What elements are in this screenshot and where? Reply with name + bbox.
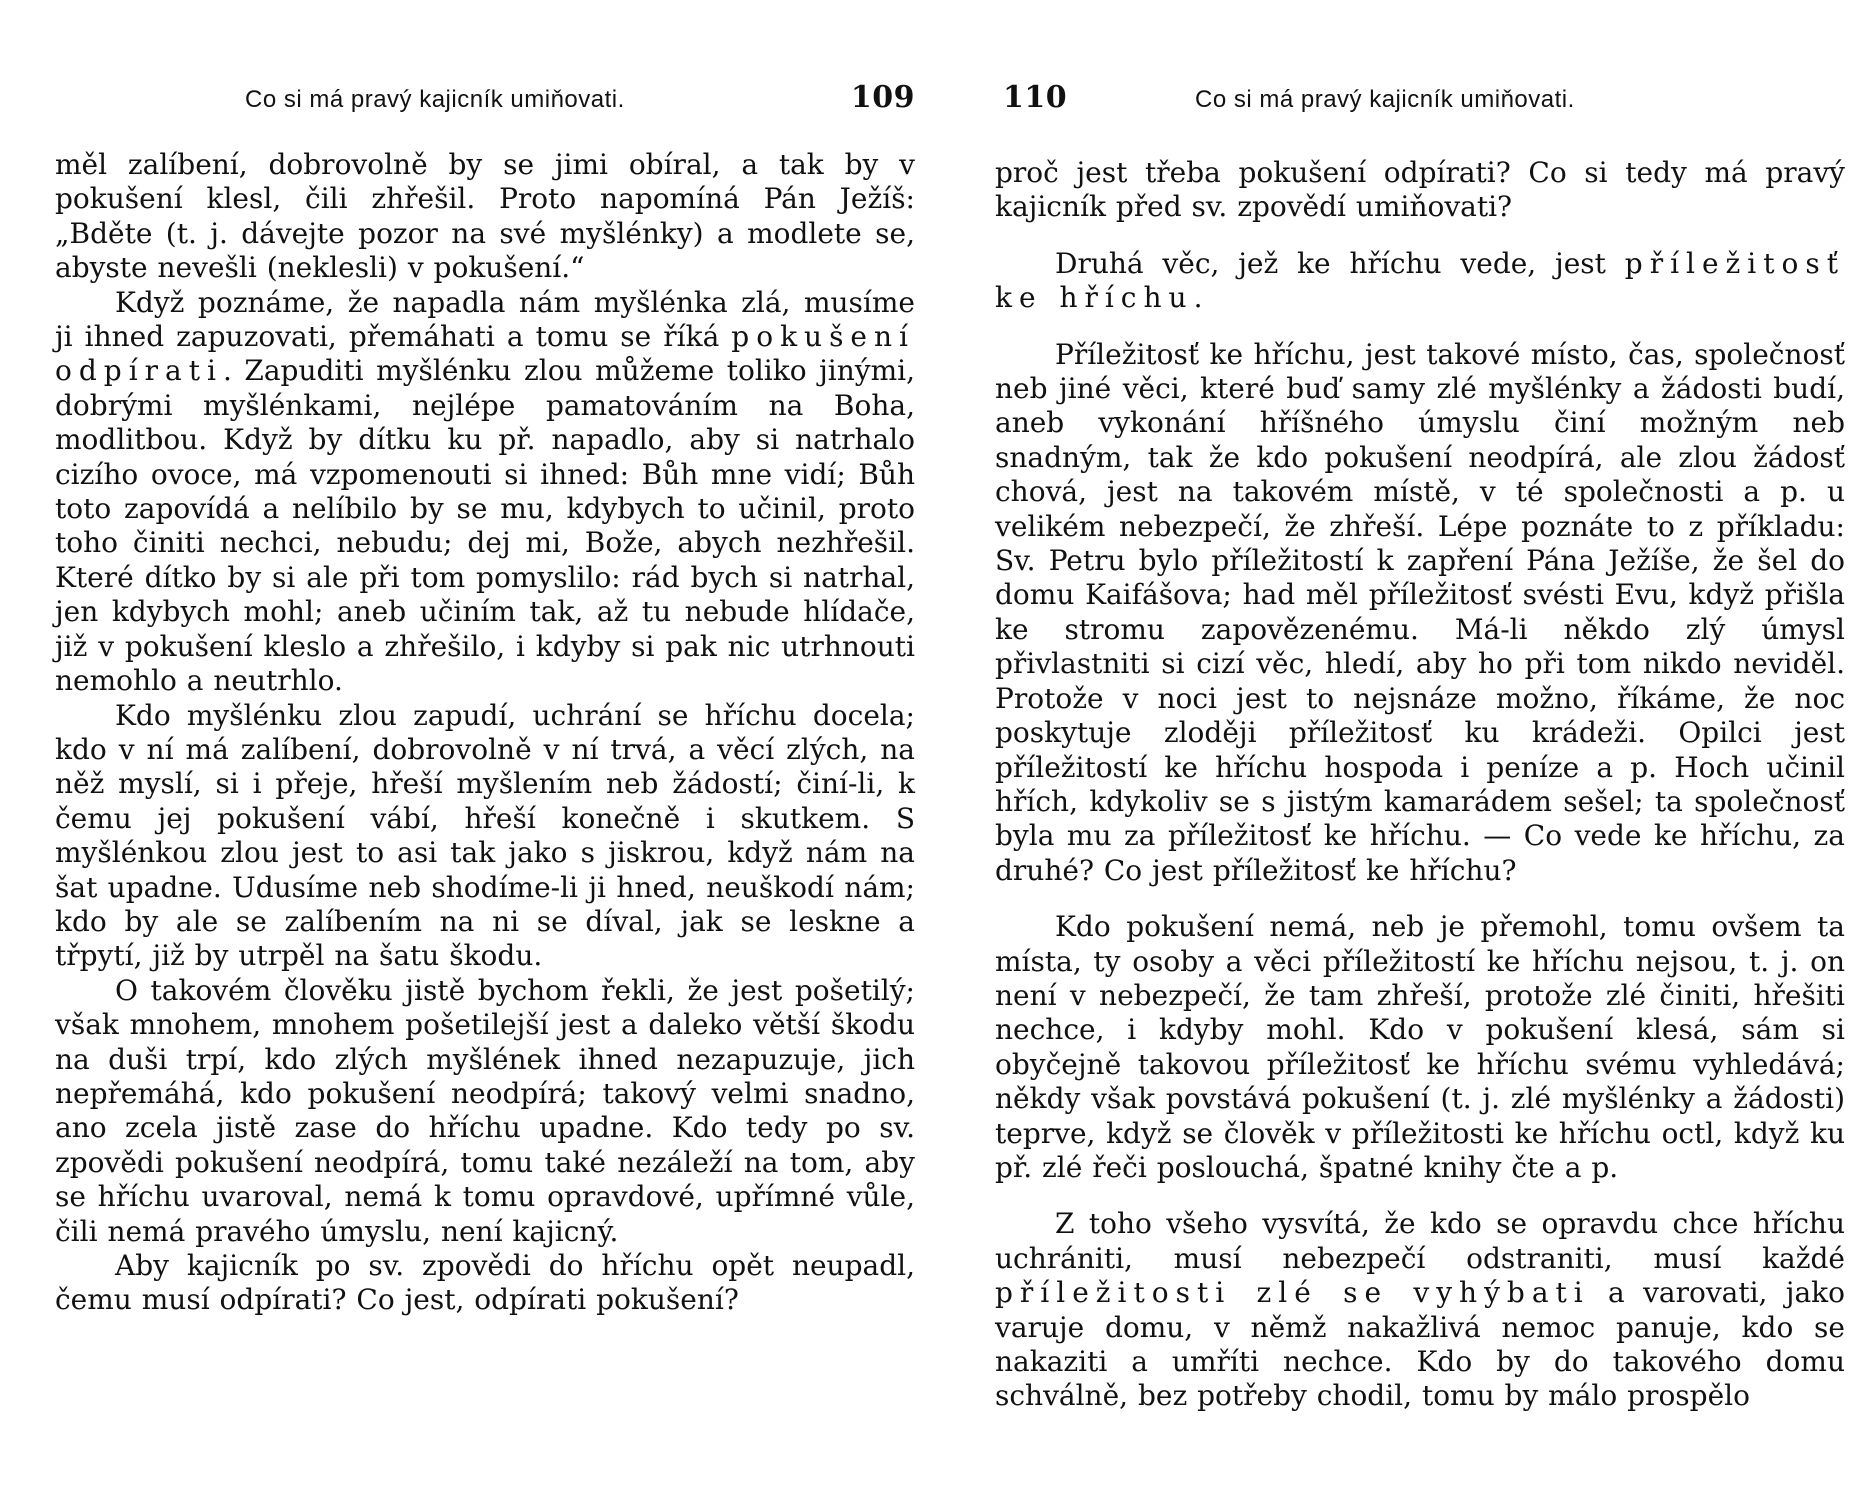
right-body-text xyxy=(995,156,1845,1414)
left-paragraph-3: Kdo myšlénku zlou zapudí, uchrání se hříchu docela; kdo v ní má zalíbení, dobrovolně v ní trvá, a věcí zlých, na něž myslí, si i přeje, hřeší myšlením neb žádostí; činí-li, k čemu jej pokušení vábí, hřeší konečně i skutkem. S myšlénkou zlou jest to asi tak jako s jiskrou, když nám na šat upadne. Udusíme neb shodíme-li ji hned, neuškodí nám; kdo by ale se zalíbením na ni se díval, jak se leskne a třpytí, již by utrpěl na šatu škodu. xyxy=(55,698,915,973)
right-paragraph-4: Kdo pokušení nemá, neb je přemohl, tomu ovšem ta místa, ty osoby a věci příležitostí ke hříchu nejsou, t. j. on není v nebezpečí, že tam zhřeší, protože zlé činiti, hřešiti nechce, i kdyby mohl. Kdo v pokušení klesá, sám si obyčejně takovou příležitosť ke hříchu svému vyhledává; někdy však povstává pokušení (t. j. zlé myšlénky a žádosti) teprve, když se člověk v příležitosti ke hříchu octl, když ku př. zlé řeči poslouchá, špatné knihy čte a p. xyxy=(995,910,1845,1184)
right-paragraph-5-before: Z toho všeho vysvítá, že kdo se opravdu chce hříchu uchrániti, musí nebezpečí odstraniti, musí každé xyxy=(995,1207,1845,1275)
right-paragraph-2-spaced-term: příležitosť ke hříchu xyxy=(995,246,1845,315)
left-paragraph-2 xyxy=(55,286,915,699)
left-paragraph-1: měl zalíbení, dobrovolně by se jimi obíral, a tak by v pokušení klesl, čili zhřešil. Proto napomíná Pán Ježíš: „Bděte (t. j. dávejte pozor na své myšlénky) a modlete se, abyste nevešli (neklesli) v pokušení.“ xyxy=(55,148,915,285)
left-paragraph-5: Aby kajicník po sv. zpovědi do hříchu opět neupadl, čemu musí odpírati? Co jest, odpírati pokušení? xyxy=(55,1249,915,1317)
right-paragraph-1: proč jest třeba pokušení odpírati? Co si tedy má pravý kajicník před sv. zpovědí umiňovati? xyxy=(995,156,1845,224)
left-paragraph-2-before: Když poznáme, že napadla nám myšlénka zlá, musíme ji ihned zapuzovati, přemáhati a tomu se říká xyxy=(55,285,915,354)
left-page-number: 109 xyxy=(850,80,915,115)
left-running-head-title: Co si má pravý kajicník umiňovati. xyxy=(245,86,625,113)
left-body-text xyxy=(55,148,915,1318)
left-paragraph-4: O takovém člověku jistě bychom řekli, že jest pošetilý; však mnohem, mnohem pošetilejší jest a daleko větší škodu na duši trpí, kdo zlých myšlének ihned nezapuzuje, jich nepřemáhá, kdo pokušení neodpírá; takový velmi snadno, ano zcela jistě zase do hříchu upadne. Kdo tedy po sv. zpovědi pokušení neodpírá, tomu také nezáleží na tom, aby se hříchu uvaroval, nemá k tomu opravdové, upřímné vůle, čili nemá pravého úmyslu, není kajicný. xyxy=(55,973,915,1248)
right-paragraph-2-after: . xyxy=(1193,281,1203,315)
right-running-head xyxy=(995,78,1845,118)
right-running-head-title: Co si má pravý kajicník umiňovati. xyxy=(1195,86,1575,113)
right-paragraph-5-after: a varovati, jako varuje domu, v němž nakažlivá nemoc panuje, kdo se nakaziti a umříti nechce. Kdo by do takového domu schválně, bez potřeby chodil, tomu by málo prospělo xyxy=(995,1276,1845,1413)
right-paragraph-2 xyxy=(995,247,1845,316)
right-paragraph-2-before: Druhá věc, jež ke hříchu vede, jest xyxy=(1055,246,1625,280)
right-paragraph-5 xyxy=(995,1207,1845,1413)
left-page xyxy=(55,0,915,1500)
right-paragraph-5-spaced-term: příležitosti zlé se vyhýbati xyxy=(995,1276,1590,1310)
right-page xyxy=(995,0,1845,1500)
left-paragraph-2-after: . Zapuditi myšlénku zlou můžeme toliko jinými, dobrými myšlénkami, nejlépe pamatováním na Boha, modlitbou. Když by dítku ku př. napadlo, aby si natrhalo cizího ovoce, má vzpomenouti si ihned: Bůh mne vidí; Bůh toto zapovídá a nelíbilo by se mu, kdybych to učinil, proto toho činiti nechci, nebudu; dej mi, Bože, abych nezhřešil. Které dítko by si ale při tom pomyslilo: rád bych si natrhal, jen kdybych mohl; aneb učiním tak, až tu nebude hlídače, již v pokušení kleslo a zhřešilo, i kdyby si pak nic utrhnouti nemohlo a neutrhlo. xyxy=(55,354,915,698)
right-paragraph-3: Příležitosť ke hříchu, jest takové místo, čas, společnosť neb jiné věci, které buď samy zlé myšlénky a žádosti budí, aneb vykonání hříšného úmyslu činí možným neb snadným, tak že kdo pokušení neodpírá, ale zlou žádosť chová, jest na takovém místě, v té společnosti a p. u velikém nebezpečí, že zhřeší. Lépe poznáte to z příkladu: Sv. Petru bylo příležitostí k zapření Pána Ježíše, že šel do domu Kaifášova; had měl příležitosť svésti Evu, když přišla ke stromu zapovězenému. Má-li někdo zlý úmysl přivlastniti si cizí věc, hledí, aby ho při tom nikdo neviděl. Protože v noci jest to nejsnáze možno, říkáme, že noc poskytuje zloději příležitosť ku krádeži. Opilci jest příležitostí ke hříchu hospoda i peníze a p. Hoch učinil hřích, kdykoliv se s jistým kamarádem sešel; ta společnosť byla mu za příležitosť ke hříchu. — Co vede ke hříchu, za druhé? Co jest příležitosť ke hříchu? xyxy=(995,337,1845,887)
left-running-head xyxy=(55,78,915,118)
right-page-number: 110 xyxy=(1003,80,1068,115)
left-paragraph-2-spaced-term: pokušení odpírati xyxy=(55,320,915,388)
